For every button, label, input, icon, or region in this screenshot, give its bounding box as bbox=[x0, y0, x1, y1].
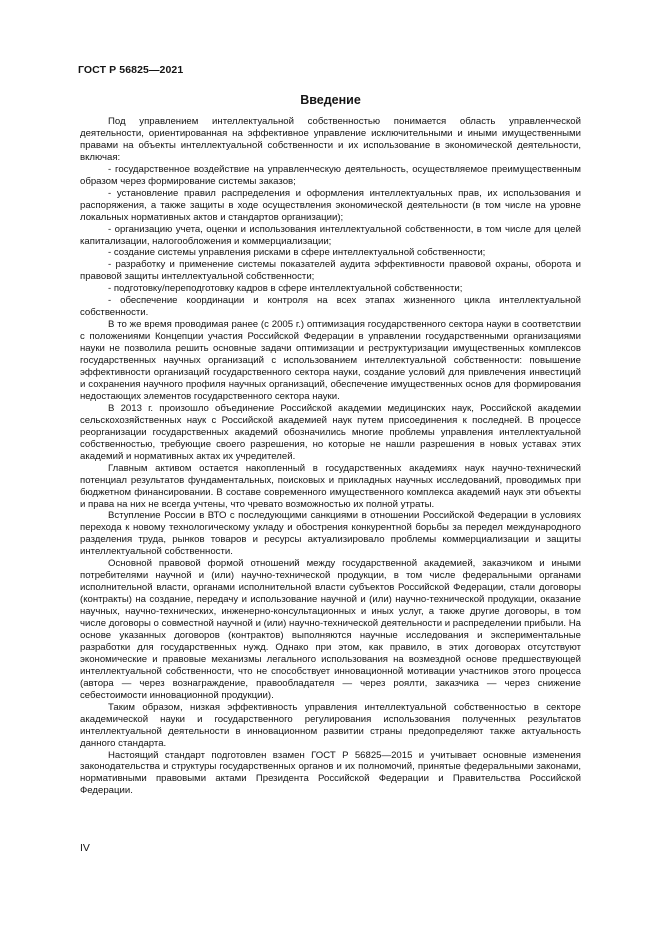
paragraph: Под управлением интеллектуальной собственностью понимается область управленческой деятельности, ориентированная на эффективное управление исключительными и иными имущественными правами на объекты интеллектуальной собственности и их использование в экономической деятельности, включая: bbox=[80, 116, 581, 163]
list-item: - создание системы управления рисками в сфере интеллектуальной собственности; bbox=[108, 247, 486, 259]
section-title: Введение bbox=[300, 93, 361, 107]
paragraph: Главным активом остается накопленный в государственных академиях наук научно-технический потенциал результатов фундаментальных, поисковых и прикладных научных исследований, проводимых при бюджетном финансировании. В составе современного имущественного комплекса академий наук эти объекты и права на них не всегда учтены, что чревато возможностью их полной утраты. bbox=[80, 462, 581, 510]
list-item: - организацию учета, оценки и использования интеллектуальной собственности, в том числе для целей капитализации, налогообложения и коммерциализации; bbox=[80, 223, 581, 247]
list-item: - разработку и применение системы показателей аудита эффективности правовой охраны, оборота и правовой защиты интеллектуальной собственности; bbox=[80, 259, 581, 283]
page-number: IV bbox=[80, 842, 90, 854]
body-text bbox=[80, 116, 581, 797]
paragraph: В то же время проводимая ранее (с 2005 г.) оптимизация государственного сектора науки в соответствии с положениями Концепции участия Российской Федерации в управлении государственными организациями науки не позволила решить основные задачи оптимизации и реструктуризации имущественных комплексов государственных научных организаций с использованием интеллектуальной собственности: повышение эффективности организаций государственного сектора науки, создание условий для привлечения инвестиций и сохранения научного профиля научных организаций, обеспечение имущественных основ для формирования недостающих элементов государственного сектора науки. bbox=[80, 319, 581, 402]
list-item: - государственное воздействие на управленческую деятельность, осуществляемое преимущественным образом через формирование системы заказов; bbox=[80, 163, 581, 187]
paragraph: Настоящий стандарт подготовлен взамен ГОСТ Р 56825—2015 и учитывает основные изменения законодательства и структуры государственных органов и их полномочий, принятые федеральными законами, нормативными правовыми актами Президента Российской Федерации и Правительства Российской Федерации. bbox=[80, 749, 581, 797]
list-item: - подготовку/переподготовку кадров в сфере интеллектуальной собственности; bbox=[108, 283, 463, 295]
paragraph: Вступление России в ВТО с последующими санкциями в отношении Российской Федерации в условиях перехода к новому технологическому укладу и обострения конкурентной борьбы за передел международного разделения труда, рынков товаров и ресурсы актуализировало проблемы коммерциализации и защиты интеллектуальной собственности. bbox=[80, 510, 581, 558]
list-item: - обеспечение координации и контроля на всех этапах жизненного цикла интеллектуальной собственности. bbox=[80, 295, 581, 319]
paragraph: Таким образом, низкая эффективность управления интеллектуальной собственностью в секторе академической науки и государственного регулирования использования полученных результатов интеллектуальной деятельности в инновационном развитии страны предопределяют также актуальность данного стандарта. bbox=[80, 701, 581, 749]
paragraph: Основной правовой формой отношений между государственной академией, заказчиком и иными потребителями научной и (или) научно-технической продукции, в том числе федеральными органами исполнительной власти, органами исполнительной власти субъектов Российской Федерации, стали договоры (контракты) на создание, передачу и использование научной и (или) научно-технической продукции, оказание научных, научно-технических, инженерно-консультационных и иных услуг, а также другие договоры, в том числе договоры о совместной научной и (или) научно-технической деятельности и распределении прибыли. На основе указанных договоров (контрактов) выполняются научные исследования и экспериментальные разработки для государственных нужд. Однако при этом, как правило, в этих договорах отсутствуют экономические и правовые механизмы легального использования на возмездной основе предшествующей интеллектуальной собственности, что не способствует инновационной мотивации участников этого процесса (автора — через вознаграждение, правообладателя — через роялти, заказчика — через снижение себестоимости инновационной продукции). bbox=[80, 558, 581, 701]
paragraph: В 2013 г. произошло объединение Российской академии медицинских наук, Российской академии сельскохозяйственных наук с Российской академией наук путем присоединения к последней. В процессе реорганизации государственных академий обозначились многие проблемы управления интеллектуальной собственностью, требующие своего разрешения, но которые не нашли разрешения в новых уставах этих академий и нормативных актах их учредителей. bbox=[80, 402, 581, 462]
standard-code: ГОСТ Р 56825—2021 bbox=[78, 64, 184, 76]
list-item: - установление правил распределения и оформления интеллектуальных прав, их использования и распоряжения, а также защиты в ходе осуществления экономической деятельности (в том числе на уровне локальных нормативных актов и стандартов организации); bbox=[80, 187, 581, 223]
